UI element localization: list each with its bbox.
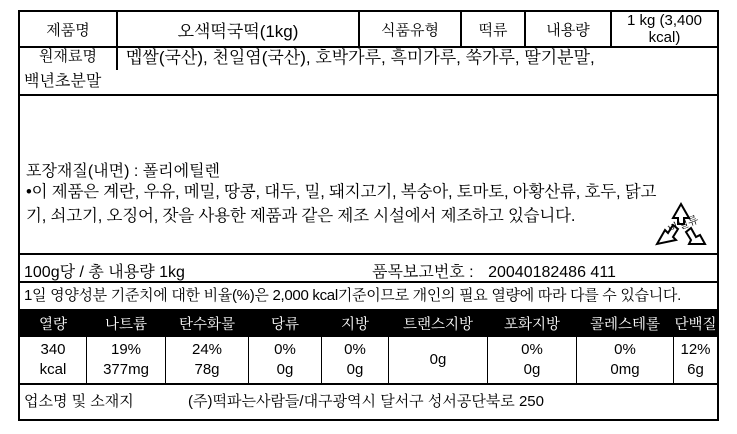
daily-value-note: 1일 영양성분 기준치에 대한 비율(%)은 2,000 kcal기준이므로 개인의 필요 열량에 따라 다를 수 있습니다. bbox=[20, 283, 717, 311]
sugars-amount: 0g bbox=[276, 361, 294, 378]
report-number-value: 20040182486 411 bbox=[488, 264, 616, 281]
business-row bbox=[20, 384, 717, 417]
saturated-fat-amount: 0g bbox=[523, 361, 541, 378]
recycle-symbol bbox=[653, 200, 709, 250]
nutrition-header-carbohydrate: 탄수화물 bbox=[166, 312, 249, 337]
cholesterol-percent: 0% bbox=[614, 341, 636, 358]
nutrition-header-cholesterol: 콜레스테롤 bbox=[577, 312, 674, 337]
table-header-row bbox=[20, 312, 717, 337]
ingredients-label: 원재료명 bbox=[20, 41, 117, 70]
nutrition-header-saturated-fat: 포화지방 bbox=[488, 312, 577, 337]
ingredients-table bbox=[20, 41, 717, 70]
nutrition-header-calories: 열량 bbox=[20, 312, 87, 337]
business-label: 업소명 및 소재지 bbox=[24, 393, 134, 410]
carbohydrate-amount: 78g bbox=[194, 361, 220, 378]
calories-amount: 340 bbox=[40, 341, 66, 358]
serving-report-row bbox=[20, 253, 717, 283]
packaging-material: 포장재질(내면) : 폴리에틸렌 bbox=[26, 163, 221, 180]
fat-percent: 0% bbox=[344, 341, 366, 358]
nutrition-header-fat: 지방 bbox=[322, 312, 389, 337]
nutrition-header-sugars: 당류 bbox=[249, 312, 322, 337]
product-info-row bbox=[20, 12, 717, 46]
nutrition-value-sugars bbox=[249, 336, 322, 384]
nutrition-value-fat bbox=[322, 336, 389, 384]
table-row bbox=[20, 336, 717, 384]
saturated-fat-percent: 0% bbox=[521, 341, 543, 358]
nutrition-value-saturated-fat bbox=[488, 336, 577, 384]
nutrition-facts-table bbox=[20, 311, 717, 385]
recycle-label: 비닐류 bbox=[666, 213, 701, 237]
ingredients-line-1: 멥쌀(국산), 천일염(국산), 호박가루, 흑미가루, 쑥가루, 딸기분말, bbox=[126, 48, 595, 67]
food-type-label: 식품유형 bbox=[359, 12, 461, 47]
nutrition-header-sodium: 나트륨 bbox=[87, 312, 166, 337]
protein-percent: 12% bbox=[680, 341, 711, 358]
calories-unit: kcal bbox=[39, 361, 67, 378]
net-weight-value: 1 kg (3,400 kcal) bbox=[611, 12, 717, 47]
report-number-label: 품목보고번호 : bbox=[372, 264, 474, 281]
business-value: (주)떡파는사람들/대구광역시 달서구 성서공단북로 250 bbox=[188, 393, 544, 410]
ingredients-row bbox=[20, 41, 717, 70]
nutrition-value-carbohydrate bbox=[166, 336, 249, 384]
carbohydrate-percent: 24% bbox=[191, 341, 223, 358]
allergy-statement: •이 제품은 계란, 우유, 메밀, 땅콩, 대두, 밀, 돼지고기, 복숭아, 토마토, 아황산류, 호두, 닭고기, 쇠고기, 오징어, 잣을 사용한 제품과 같은 제조 시설에서 제조하고 있습니다. bbox=[26, 183, 657, 225]
serving-size: 100g당 / 총 내용량 1kg bbox=[24, 264, 185, 281]
protein-amount: 6g bbox=[687, 361, 704, 378]
nutrition-value-calories bbox=[20, 336, 87, 384]
table-row bbox=[20, 41, 717, 70]
sodium-percent: 19% bbox=[110, 341, 142, 358]
product-name-label: 제품명 bbox=[20, 12, 117, 47]
nutrition-value-cholesterol bbox=[577, 336, 674, 384]
fat-amount: 0g bbox=[346, 361, 364, 378]
ingredients-line-2: 백년초분말 bbox=[20, 70, 717, 96]
nutrition-header-protein: 단백질 bbox=[674, 312, 718, 337]
product-name-value: 오색떡국떡(1kg) bbox=[117, 12, 359, 47]
food-type-value: 떡류 bbox=[461, 12, 525, 47]
net-weight-label: 내용량 bbox=[525, 12, 611, 47]
report-number bbox=[372, 259, 616, 282]
nutrition-value-protein bbox=[674, 336, 718, 384]
nutrition-value-sodium bbox=[87, 336, 166, 384]
nutrition-header-trans-fat: 트랜스지방 bbox=[389, 312, 488, 337]
cholesterol-amount: 0mg bbox=[610, 361, 640, 378]
nutrition-value-trans-fat: 0g bbox=[389, 336, 488, 384]
sugars-percent: 0% bbox=[274, 341, 296, 358]
sodium-amount: 377mg bbox=[103, 361, 149, 378]
nutrition-table bbox=[20, 311, 717, 385]
notes-block bbox=[22, 96, 715, 251]
